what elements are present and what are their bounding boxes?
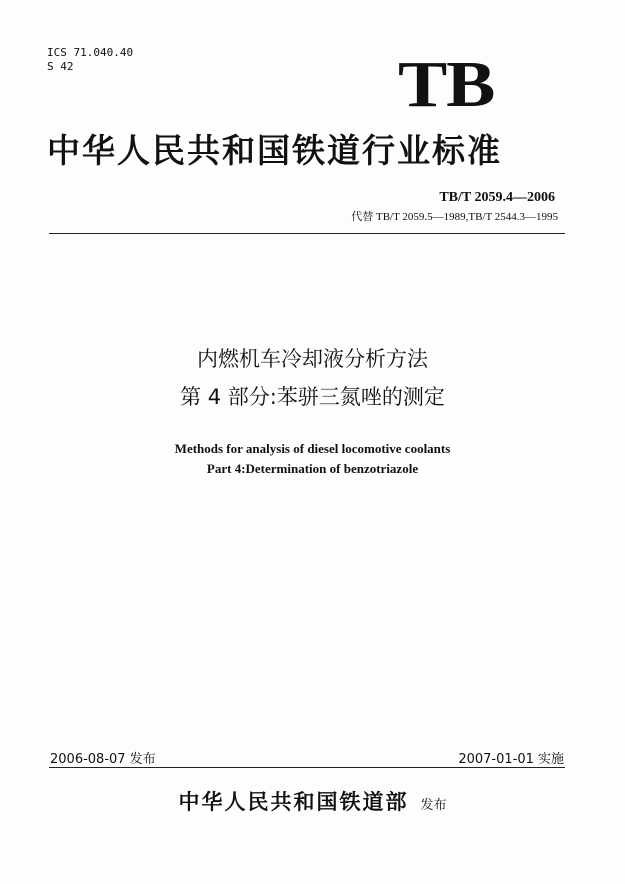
cn-title-line1: 内燃机车冷却液分析方法 — [197, 347, 428, 371]
issuer-block — [0, 786, 625, 816]
publish-label: 发布 — [420, 798, 447, 813]
en-title-line1: Methods for analysis of diesel locomotive coolants — [174, 441, 451, 456]
ics-code: ICS 71.040.40 — [47, 46, 134, 59]
footer-divider — [49, 767, 565, 768]
header-divider — [49, 233, 565, 234]
tb-logo: TB — [398, 48, 495, 121]
implement-date: 2007-01-01 实施 — [458, 752, 564, 767]
standard-number: TB/T 2059.4—2006 — [439, 190, 555, 205]
en-title-line2: Part 4:Determination of benzotriazole — [206, 461, 419, 476]
replaces-note: 代替 TB/T 2059.5—1989,TB/T 2544.3—1995 — [351, 211, 558, 223]
issue-date: 2006-08-07 发布 — [50, 752, 156, 767]
cn-title-line2: 第 4 部分:苯骈三氮唑的测定 — [180, 385, 445, 409]
ccs-code: S 42 — [47, 60, 74, 73]
issuer-name: 中华人民共和国铁道部 — [178, 789, 409, 814]
org-title: 中华人民共和国铁道行业标准 — [47, 131, 502, 170]
ics-classification — [47, 46, 133, 74]
